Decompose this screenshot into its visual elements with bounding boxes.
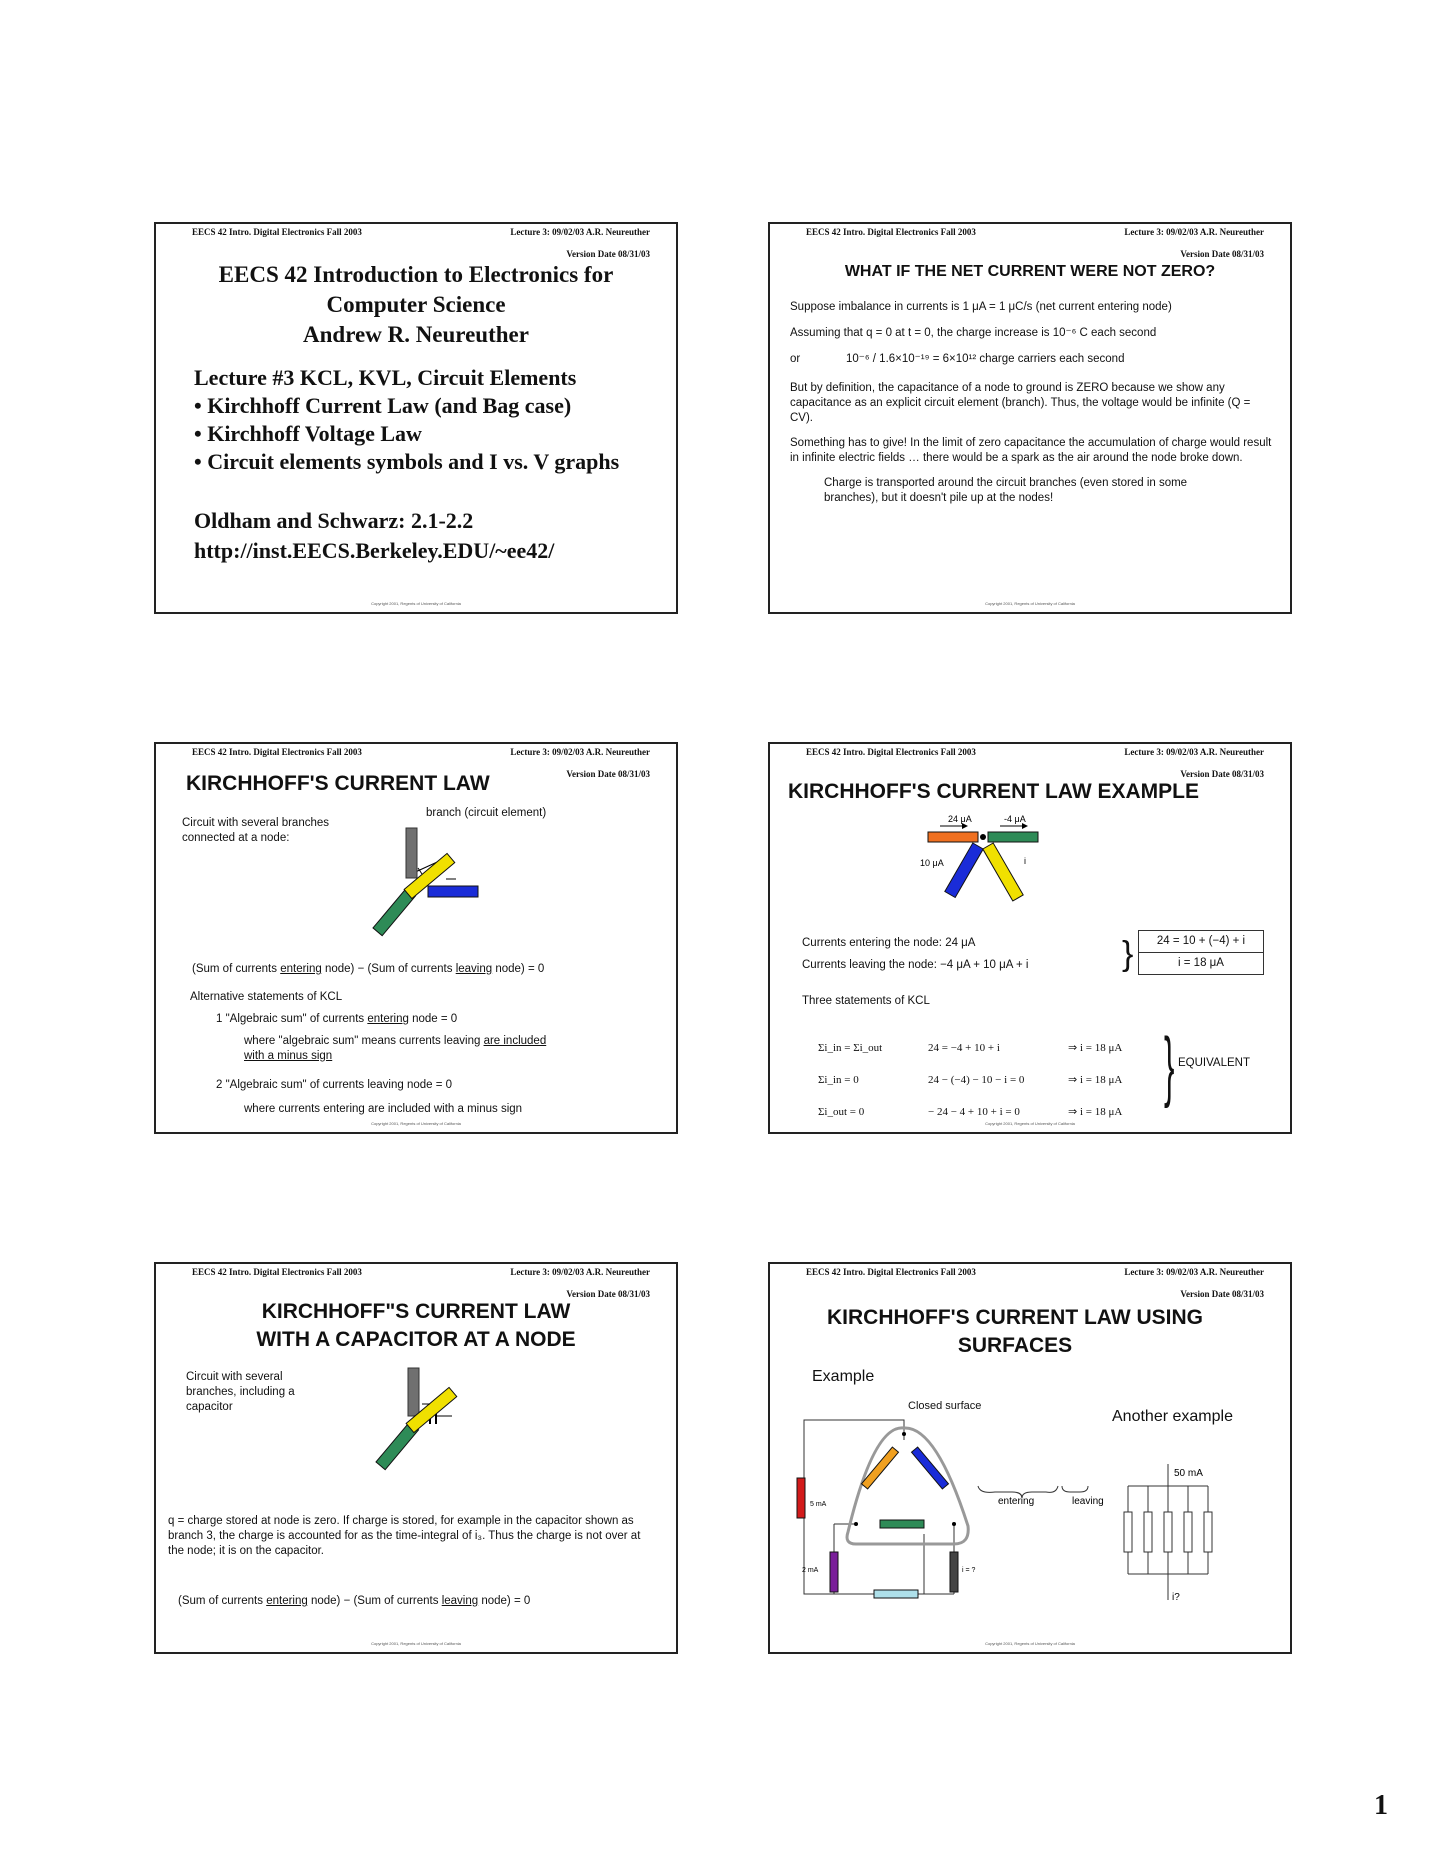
version-date: Version Date 08/31/03 — [1180, 769, 1264, 779]
copyright: Copyright 2001, Regents of University of California — [371, 601, 461, 606]
slide-title: KIRCHHOFF'S CURRENT LAW EXAMPLE — [788, 780, 1199, 803]
leaving-label: leaving — [1072, 1496, 1104, 1507]
course-url[interactable]: http://inst.EECS.Berkeley.EDU/~ee42/ — [194, 538, 555, 563]
three-statements: Three statements of KCL — [802, 995, 930, 1007]
slide-header: EECS 42 Intro. Digital Electronics Fall 2003 Lecture 3: 09/02/03 A.R. Neureuther — [806, 1267, 1264, 1277]
result-box: 24 = 10 + (−4) + i i = 18 μA — [1138, 930, 1264, 975]
formula: 10⁻⁶ / 1.6×10⁻¹⁹ = 6×10¹² charge carriers each second — [846, 353, 1125, 365]
copyright: Copyright 2001, Regents of University of California — [371, 1641, 461, 1646]
statement-2: 2 "Algebraic sum" of currents leaving node = 0 — [216, 1079, 453, 1091]
slide-title-line2: SURFACES — [957, 1334, 1073, 1357]
slide-header: EECS 42 Intro. Digital Electronics Fall 2003 Lecture 3: 09/02/03 A.R. Neureuther — [192, 747, 650, 757]
surface-circuit-diagram — [790, 1404, 1290, 1614]
alt-heading: Alternative statements of KCL — [190, 991, 343, 1003]
eq-mid: − 24 − 4 + 10 + i = 0 — [928, 1106, 1020, 1118]
slide-title-line2: WITH A CAPACITOR AT A NODE — [256, 1328, 576, 1351]
slide-2 — [768, 222, 1292, 614]
slide-header: EECS 42 Intro. Digital Electronics Fall 2003 Lecture 3: 09/02/03 A.R. Neureuther — [806, 227, 1264, 237]
copyright: Copyright 2001, Regents of University of California — [985, 1121, 1075, 1126]
entering-label: entering — [998, 1496, 1035, 1507]
version-date: Version Date 08/31/03 — [1180, 249, 1264, 259]
another-example-label: Another example — [1112, 1408, 1233, 1425]
page-number: 1 — [1374, 1790, 1388, 1821]
copyright: Copyright 2001, Regents of University of California — [371, 1121, 461, 1126]
statement-2-note: where currents entering are included with a minus sign — [244, 1103, 523, 1115]
label-minus4: -4 μA — [1004, 814, 1026, 824]
label-i: i — [1024, 856, 1026, 866]
label-5ma: 5 mA — [810, 1501, 827, 1508]
text-line: Suppose imbalance in currents is 1 μA = 1 μC/s (net current entering node) — [790, 301, 1172, 313]
eq-result: ⇒ i = 18 μA — [1068, 1074, 1123, 1086]
label-2ma: 2 mA — [802, 1567, 819, 1574]
slide-1 — [154, 222, 678, 614]
version-date: Version Date 08/31/03 — [566, 249, 650, 259]
text-line: Assuming that q = 0 at t = 0, the charge increase is 10⁻⁶ C each second — [790, 327, 1157, 339]
statement-1-note: where "algebraic sum" means currents leaving are included with a minus sign — [244, 1035, 547, 1062]
eq-result: ⇒ i = 18 μA — [1068, 1042, 1123, 1054]
slide-6 — [768, 1262, 1292, 1654]
version-date: Version Date 08/31/03 — [566, 769, 650, 779]
slide-header: EECS 42 Intro. Digital Electronics Fall 2003 Lecture 3: 09/02/03 A.R. Neureuther — [806, 747, 1264, 757]
slide-title: EECS 42 Introduction to Electronics for — [218, 262, 614, 287]
paragraph: Charge is transported around the circuit branches (even stored in some branches), but it doesn't pile up at the nodes! — [824, 477, 1188, 504]
capacitor-explanation: q = charge stored at node is zero. If charge is stored, for example in the capacitor shown as branch 3, the charge is accounted for as the time-integral of i₃. Thus the charge is not over at the node; it is on the capacitor. — [168, 1515, 641, 1557]
eq-lhs: Σi_in = 0 — [818, 1074, 859, 1086]
slide-4 — [768, 742, 1292, 1134]
slide-header: EECS 42 Intro. Digital Electronics Fall 2003 Lecture 3: 09/02/03 A.R. Neureuther — [192, 227, 650, 237]
slide-title: WHAT IF THE NET CURRENT WERE NOT ZERO? — [844, 263, 1216, 280]
closed-surface-label: Closed surface — [908, 1400, 982, 1412]
copyright: Copyright 2001, Regents of University of California — [985, 1641, 1075, 1646]
slide-title: KIRCHHOFF'S CURRENT LAW USING — [827, 1306, 1203, 1329]
slide-header: EECS 42 Intro. Digital Electronics Fall 2003 Lecture 3: 09/02/03 A.R. Neureuther — [192, 1267, 650, 1277]
paragraph: But by definition, the capacitance of a node to ground is ZERO because we show any capacitance as an explicit circuit element (branch). Thus, the voltage would be infinite (Q = CV). — [790, 382, 1251, 424]
version-date: Version Date 08/31/03 — [566, 1289, 650, 1299]
kcl-sum-statement: (Sum of currents entering node) − (Sum of currents leaving node) = 0 — [192, 963, 545, 975]
label-50ma: 50 mA — [1174, 1468, 1203, 1479]
kcl-example-diagram — [920, 814, 1120, 924]
slide-5 — [154, 1262, 678, 1654]
entering-currents: Currents entering the node: 24 μA — [802, 937, 976, 949]
circuit-description: Circuit with several branches, including a capacitor — [186, 1371, 295, 1413]
version-date: Version Date 08/31/03 — [1180, 1289, 1264, 1299]
eq-lhs: Σi_out = 0 — [818, 1106, 865, 1118]
branch-label: branch (circuit element) — [426, 807, 547, 819]
slide-3 — [154, 742, 678, 1134]
circuit-description: Circuit with several branches connected at a node: — [182, 817, 330, 844]
slide-title-line2: Computer Science — [326, 292, 506, 317]
slide-title: KIRCHHOFF'S CURRENT LAW — [186, 772, 490, 795]
label-24: 24 μA — [948, 814, 972, 824]
author: Andrew R. Neureuther — [303, 322, 529, 347]
statement-1: 1 "Algebraic sum" of currents entering node = 0 — [216, 1013, 458, 1025]
label-i-question-2: i? — [1172, 1592, 1180, 1603]
eq-result: ⇒ i = 18 μA — [1068, 1106, 1123, 1118]
slide-title: KIRCHHOFF"S CURRENT LAW — [261, 1300, 571, 1323]
example-label: Example — [812, 1368, 875, 1385]
kcl-sum-statement: (Sum of currents entering node) − (Sum of currents leaving node) = 0 — [178, 1595, 531, 1607]
reading: Oldham and Schwarz: 2.1-2.2 — [194, 508, 474, 533]
leaving-currents: Currents leaving the node: −4 μA + 10 μA + i — [802, 959, 1029, 971]
eq-mid: 24 − (−4) − 10 − i = 0 — [928, 1074, 1025, 1086]
bullet: • Circuit elements symbols and I vs. V graphs — [194, 449, 620, 474]
equivalent-label: EQUIVALENT — [1178, 1057, 1250, 1069]
text-line: or — [790, 353, 801, 365]
lecture-title: Lecture #3 KCL, KVL, Circuit Elements — [194, 365, 577, 390]
paragraph: Something has to give! In the limit of zero capacitance the accumulation of charge would result in infinite electric fields … there would be a spark as the air around the node broke down. — [790, 437, 1272, 464]
node-branch-diagram — [346, 824, 486, 954]
label-i-question: i = ? — [962, 1567, 976, 1574]
label-10: 10 μA — [920, 858, 944, 868]
capacitor-node-diagram — [346, 1364, 486, 1484]
eq-mid: 24 = −4 + 10 + i — [928, 1042, 1000, 1054]
brace: } — [1122, 935, 1134, 973]
bullet: • Kirchhoff Voltage Law — [194, 421, 422, 446]
bullet: • Kirchhoff Current Law (and Bag case) — [194, 393, 572, 418]
eq-lhs: Σi_in = Σi_out — [818, 1042, 883, 1054]
equivalent-brace: } — [1164, 1021, 1175, 1109]
copyright: Copyright 2001, Regents of University of California — [985, 601, 1075, 606]
